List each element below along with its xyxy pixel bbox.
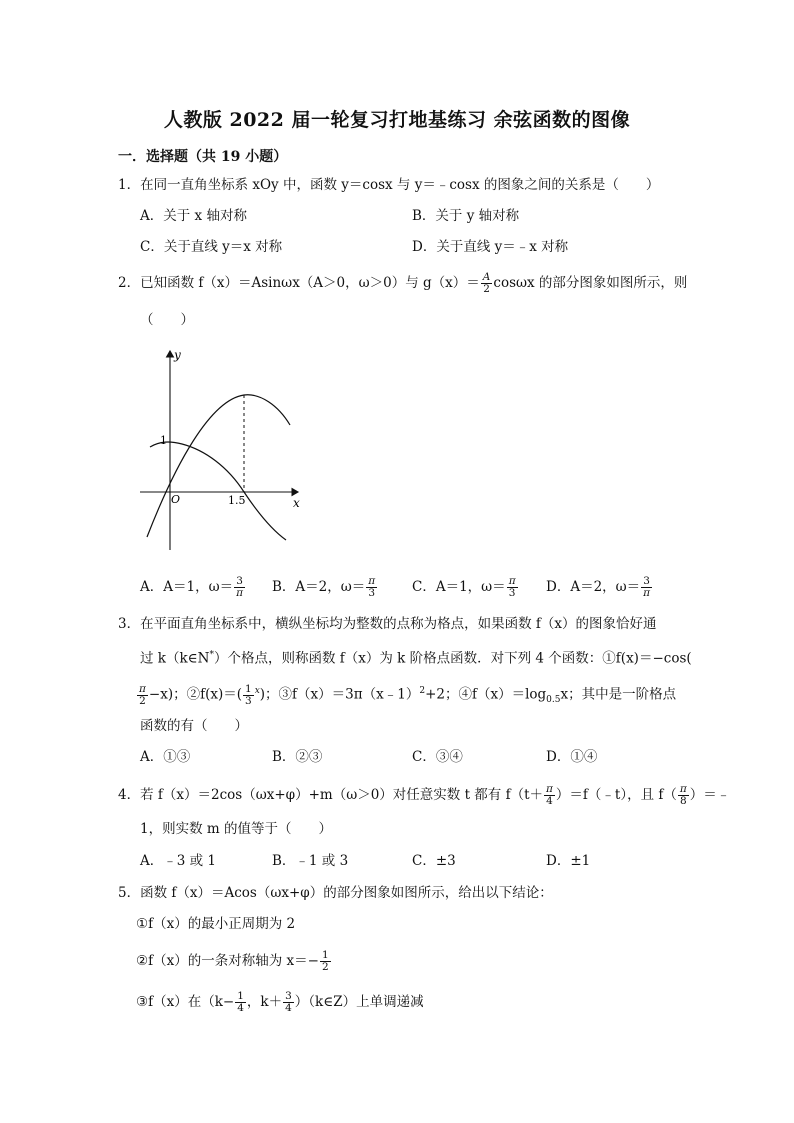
origin-label: O [171, 493, 181, 506]
q2-stem-a: 2．已知函数 f（x）＝Asinωx（A＞0，ω＞0）与 g（x）＝ [118, 275, 480, 291]
q4-line1-a: 4．若 f（x）＝2cos（ωx+φ）+m（ω＞0）对任意实数 t 都有 f（t＋ [118, 787, 544, 803]
q2-option-c-den: 3 [508, 587, 516, 599]
q3-line1: 3．在平面直角坐标系中，横纵坐标均为整数的点称为格点，如果函数 f（x）的图象恰好通 [118, 616, 657, 632]
q5-c3-a: ③f（x）在（k− [136, 994, 235, 1010]
q2-option-c-num: π [508, 575, 516, 587]
q5-c3-f1-num: 1 [237, 990, 244, 1002]
q2-option-d-num: 3 [641, 576, 652, 588]
q2-paren: （ ） [140, 312, 194, 328]
q4-line2: 1，则实数 m 的值等于（ ） [140, 821, 332, 837]
q1-option-d: D．关于直线 y＝﹣x 对称 [412, 239, 569, 255]
q1-option-a: A．关于 x 轴对称 [140, 208, 247, 224]
tick-label-1: 1 [160, 434, 167, 447]
q2-option-d-den: π [643, 587, 651, 599]
q3-line3-sup2: 2 [419, 686, 426, 696]
q3-line3-den: 2 [139, 694, 146, 707]
q3-option-a: A．①③ [140, 749, 191, 765]
q3-line3-sup: x [254, 686, 260, 696]
q5-c3-f2-den: 4 [285, 1002, 292, 1014]
q4-f1-num: π [546, 783, 553, 795]
q2-stem [118, 272, 687, 295]
q4-option-c: C．±3 [412, 853, 456, 869]
q4-option-b: B．﹣1 或 3 [272, 853, 349, 869]
q2-option-d [546, 576, 653, 599]
q1-option-b: B．关于 y 轴对称 [412, 208, 520, 224]
q4-line1-c: ）＝﹣ [689, 787, 731, 803]
q1-option-c: C．关于直线 y＝x 对称 [140, 239, 283, 255]
q2-option-b-num: π [368, 575, 376, 587]
q3-line3-d: x；其中是一阶格点 [560, 686, 677, 703]
q3-line3-c: +2；④f（x）＝log [425, 686, 547, 703]
q3-line3-sub: 0.5 [546, 695, 561, 706]
q2-option-d-text: D．A＝2，ω＝ [546, 579, 641, 595]
q3-line2 [140, 645, 692, 669]
q2-option-a-text: A．A＝1，ω＝ [140, 579, 234, 595]
q3-line3 [136, 681, 676, 710]
q5-c3-f1-den: 4 [237, 1002, 244, 1014]
q5-c3-f2-num: 3 [285, 990, 292, 1002]
q5-conclusion-3 [136, 991, 424, 1014]
q3-option-d: D．①④ [546, 749, 598, 765]
q4-line1-b: ）＝f（﹣t），且 f（ [555, 787, 677, 803]
section-heading: 一．选择题（共 19 小题） [118, 149, 288, 165]
q1-stem: 1．在同一直角坐标系 xOy 中，函数 y＝cosx 与 y＝﹣cosx 的图象之间的关系是（ ） [118, 177, 660, 193]
q5-stem: 5．函数 f（x）＝Acos（ωx+φ）的部分图象如图所示，给出以下结论： [118, 885, 553, 901]
q2-option-c-text: C．A＝1，ω＝ [412, 579, 506, 595]
q2-option-a-num: 3 [234, 576, 245, 588]
y-axis-label: y [174, 348, 181, 362]
q3-line3-num: π [139, 682, 146, 695]
page-title: 人教版 2022 届一轮复习打地基练习 余弦函数的图像 [163, 109, 631, 131]
q3-option-b: B．②③ [272, 749, 323, 765]
q2-option-a [140, 576, 246, 599]
q3-line2-sup: * [209, 650, 214, 660]
q2-frac-num: A [482, 271, 491, 283]
q5-conclusion-1: ①f（x）的最小正周期为 2 [136, 916, 296, 932]
x-axis-label: x [293, 496, 300, 510]
q4-f2-num: π [679, 783, 687, 795]
q2-option-b [272, 576, 378, 599]
q2-option-b-den: 3 [368, 587, 376, 599]
q2-stem-fraction [481, 272, 493, 295]
q4-option-d: D．±1 [546, 853, 591, 869]
q3-line3-a: −x)；②f(x)＝( [148, 686, 243, 703]
tick-label-1.5: 1.5 [228, 494, 246, 507]
q2-stem-b: cosωx 的部分图象如图所示，则 [493, 275, 688, 291]
q4-line1 [118, 784, 730, 807]
q5-c2-den: 2 [321, 961, 329, 973]
q4-f1-den: 4 [546, 795, 553, 807]
q5-c3-c: ）（k∈Z）上单调递减 [294, 994, 424, 1010]
q3-line3-fden: 3 [245, 694, 252, 707]
q4-f2-den: 8 [680, 795, 687, 807]
q2-graph [140, 345, 310, 555]
q2-frac-den: 2 [483, 283, 490, 295]
sine-curve [147, 395, 290, 537]
q5-c2-a: ②f（x）的一条对称轴为 x＝− [136, 953, 319, 969]
q3-line2-b: ）个格点，则称函数 f（x）为 k 阶格点函数．对下列 4 个函数：①f(x)＝−cos( [213, 650, 692, 667]
q2-option-c [412, 576, 519, 599]
q2-option-b-text: B．A＝2，ω＝ [272, 579, 366, 595]
q3-line4: 函数的有（ ） [140, 718, 248, 734]
q5-conclusion-2 [136, 950, 332, 973]
q3-option-c: C．③④ [412, 749, 463, 765]
q5-c2-num: 1 [321, 949, 329, 961]
q4-option-a: A．﹣3 或 1 [140, 853, 217, 869]
q2-option-a-den: π [236, 587, 244, 599]
q3-line2-a: 过 k（k∈N [140, 650, 210, 667]
q3-line3-fnum: 1 [245, 682, 252, 695]
q3-line3-b: )；③f（x）＝3π（x﹣1） [259, 686, 420, 703]
q5-c3-b: ，k＋ [246, 994, 283, 1010]
